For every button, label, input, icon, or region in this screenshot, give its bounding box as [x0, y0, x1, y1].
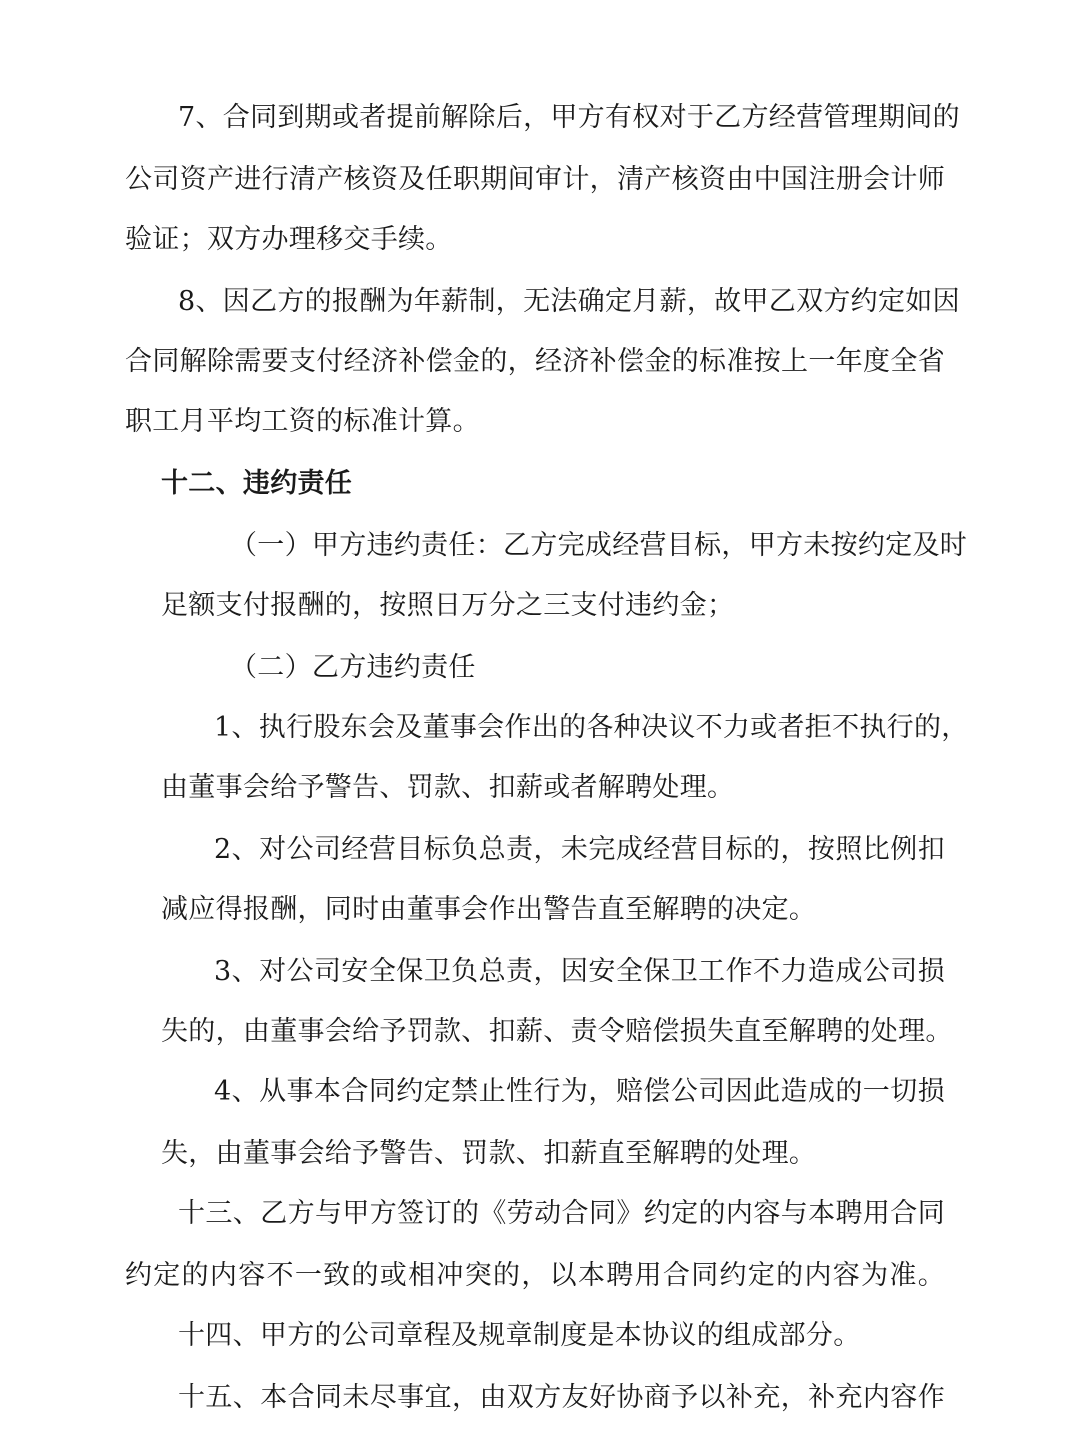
clause-7-line-1: 7、合同到期或者提前解除后，甲方有权对于乙方经营管理期间的 — [178, 102, 960, 133]
clause-8-line-3: 职工月平均工资的标准计算。 — [125, 406, 480, 437]
section-15-line-1: 十五、本合同未尽事宜，由双方友好协商予以补充，补充内容作 — [178, 1382, 945, 1413]
clause-8-line-1: 8、因乙方的报酬为年薪制，无法确定月薪，故甲乙双方约定如因 — [178, 286, 960, 317]
item-2-line-1: 2、对公司经营目标负总责，未完成经营目标的，按照比例扣 — [214, 834, 945, 865]
item-4-line-1: 4、从事本合同约定禁止性行为，赔偿公司因此造成的一切损 — [214, 1076, 945, 1107]
item-3-line-2: 失的，由董事会给予罚款、扣薪、责令赔偿损失直至解聘的处理。 — [161, 1016, 953, 1047]
item-2-line-2: 减应得报酬，同时由董事会作出警告直至解聘的决定。 — [161, 894, 817, 925]
party-a-liability-line-2: 足额支付报酬的，按照日万分之三支付违约金； — [161, 590, 735, 621]
section-13-line-2: 约定的内容不一致的或相冲突的，以本聘用合同约定的内容为准。 — [125, 1260, 945, 1291]
item-1-line-2: 由董事会给予警告、罚款、扣薪或者解聘处理。 — [161, 772, 735, 803]
item-1-line-1: 1、执行股东会及董事会作出的各种决议不力或者拒不执行的， — [214, 712, 969, 743]
section-14-line-1: 十四、甲方的公司章程及规章制度是本协议的组成部分。 — [178, 1320, 861, 1351]
clause-8-line-2: 合同解除需要支付经济补偿金的，经济补偿金的标准按上一年度全省 — [125, 346, 945, 377]
section-12-heading: 十二、违约责任 — [161, 468, 353, 499]
party-a-liability-line-1: （一）甲方违约责任：乙方完成经营目标，甲方未按约定及时 — [230, 530, 968, 561]
party-b-liability-heading: （二）乙方违约责任 — [230, 652, 476, 683]
clause-7-line-2: 公司资产进行清产核资及任职期间审计，清产核资由中国注册会计师 — [125, 164, 945, 195]
clause-7-line-3: 验证；双方办理移交手续。 — [125, 224, 453, 255]
section-13-line-1: 十三、乙方与甲方签订的《劳动合同》约定的内容与本聘用合同 — [178, 1198, 945, 1229]
item-4-line-2: 失，由董事会给予警告、罚款、扣薪直至解聘的处理。 — [161, 1138, 817, 1169]
item-3-line-1: 3、对公司安全保卫负总责，因安全保卫工作不力造成公司损 — [214, 956, 945, 987]
